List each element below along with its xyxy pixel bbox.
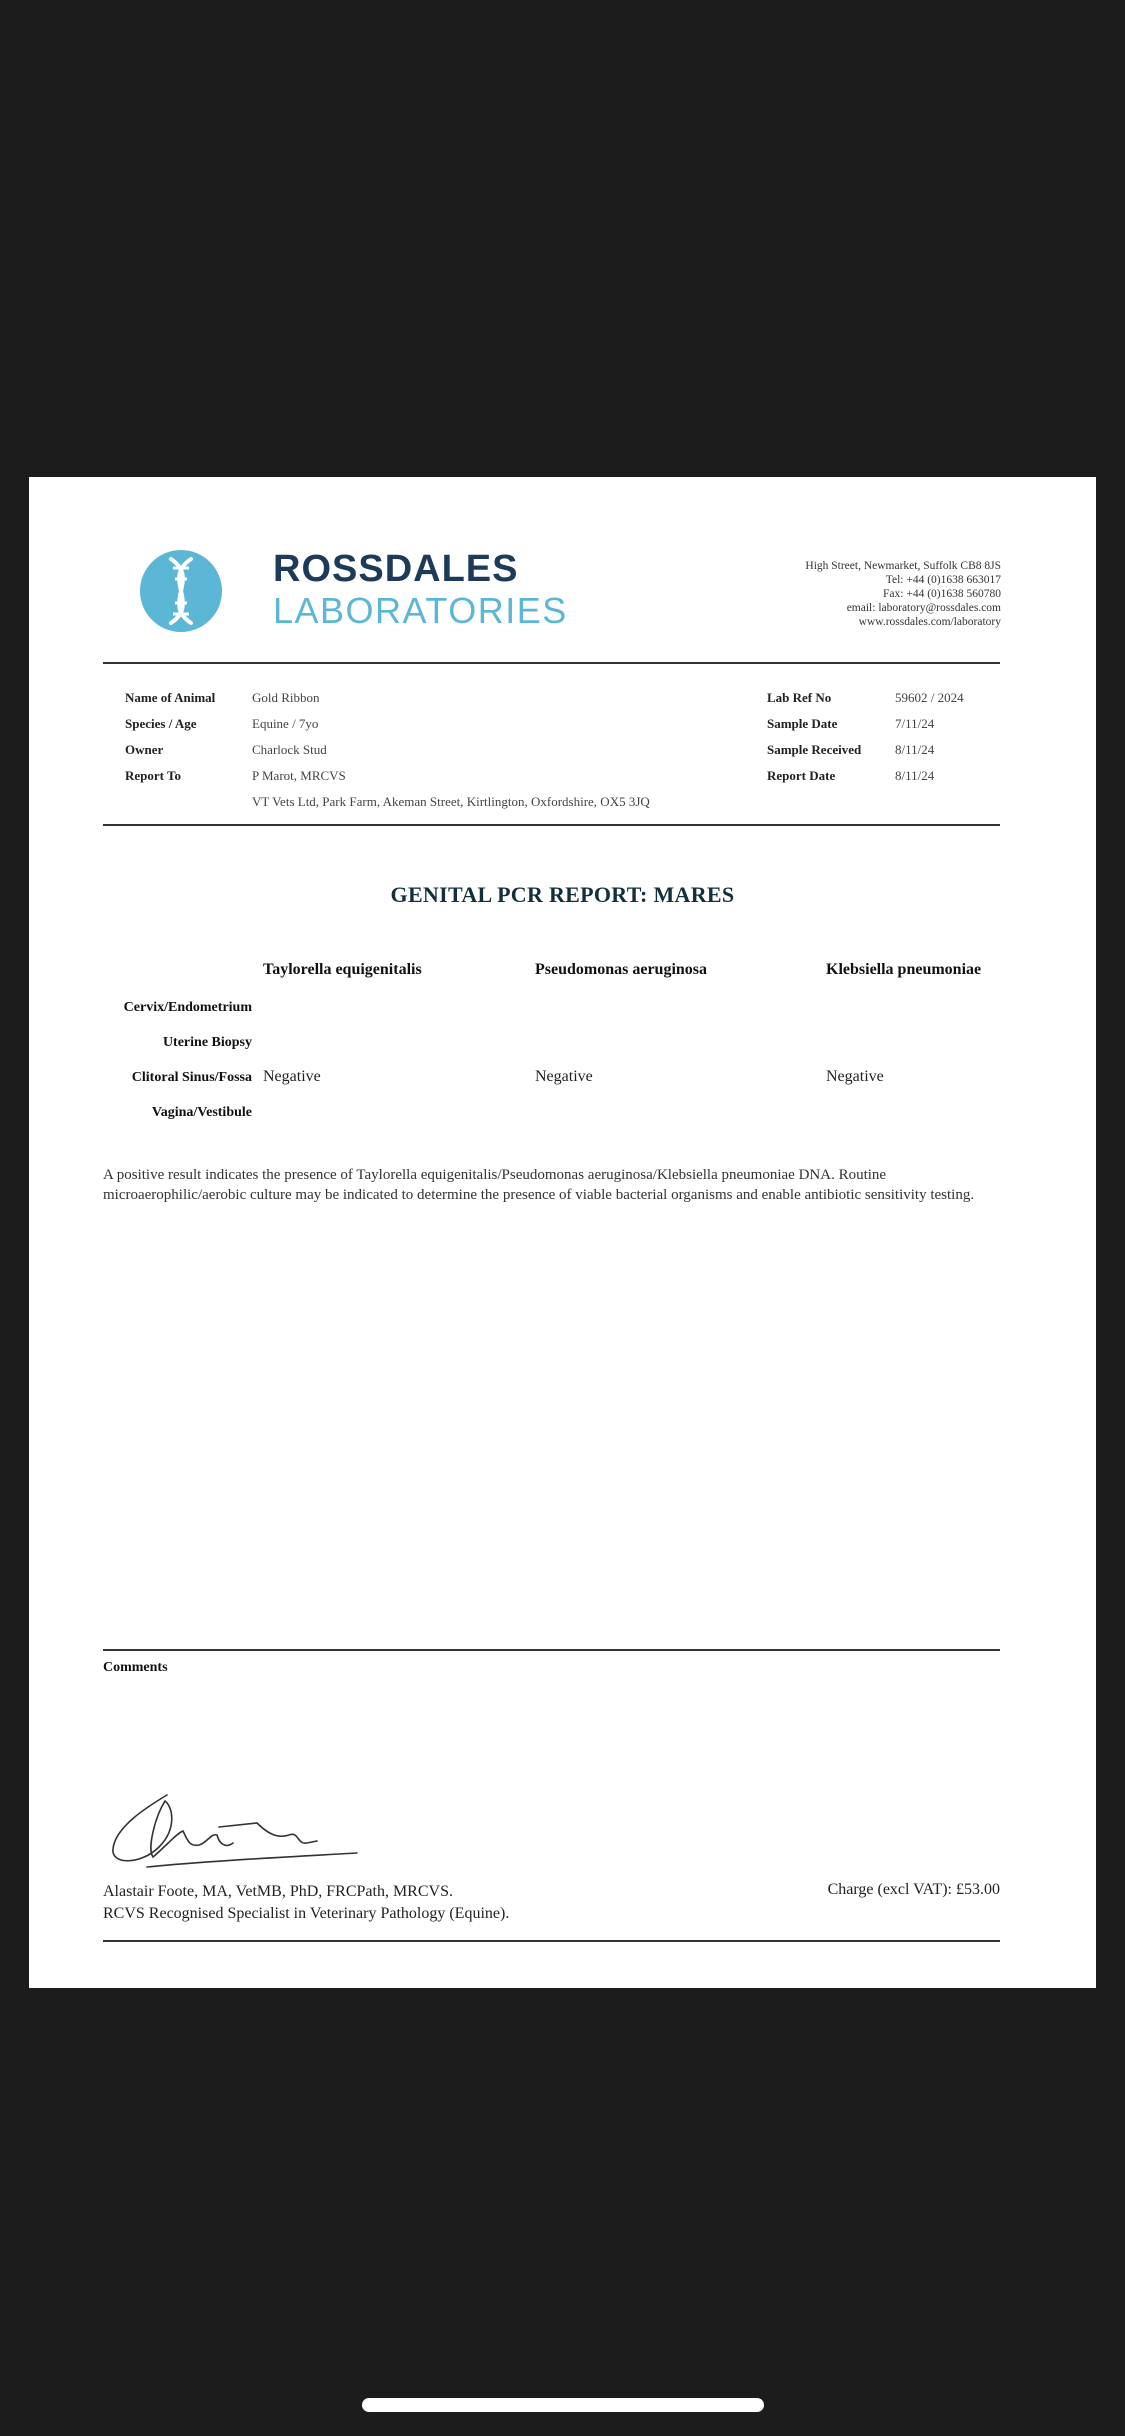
- rossdales-logo: [139, 547, 569, 637]
- lab-ref: 59602 / 2024: [895, 690, 964, 705]
- column-header-klebsiella: Klebsiella pneumoniae: [826, 961, 982, 978]
- lab-address: [805, 559, 1001, 629]
- logo-line-1: ROSSDALES: [273, 548, 519, 590]
- address-phone: Tel: +44 (0)1638 663017: [885, 574, 1001, 586]
- report-date: 8/11/24: [895, 768, 935, 783]
- owner-name: Charlock Stud: [252, 742, 327, 757]
- row-label-vagina: Vagina/Vestibule: [151, 1105, 252, 1120]
- row-label-cervix: Cervix/Endometrium: [123, 1000, 252, 1015]
- info-divider: [103, 824, 1000, 826]
- lab-ref-label: Lab Ref No: [767, 690, 832, 705]
- report-date-label: Report Date: [767, 768, 836, 783]
- column-header-taylorella: Taylorella equigenitalis: [263, 961, 422, 978]
- name-label: Name of Animal: [125, 690, 216, 705]
- address-fax: Fax: +44 (0)1638 560780: [883, 588, 1001, 600]
- report-to-name: P Marot, MRCVS: [252, 768, 346, 783]
- signatory-title: RCVS Recognised Specialist in Veterinary Pathology (Equine).: [103, 1905, 510, 1922]
- row-label-clitoral: Clitoral Sinus/Fossa: [131, 1070, 252, 1085]
- lab-info: [767, 685, 964, 789]
- species-label: Species / Age: [125, 716, 197, 731]
- header-divider: [103, 662, 1000, 664]
- signature: [107, 1787, 367, 1877]
- patient-info: [125, 685, 650, 815]
- footer-divider: [103, 1940, 1000, 1942]
- signatory-name: Alastair Foote, MA, VetMB, PhD, FRCPath, MRCVS.: [103, 1883, 453, 1900]
- home-indicator[interactable]: [362, 2398, 764, 2412]
- sample-date: 7/11/24: [895, 716, 935, 731]
- result-clitoral-pseudomonas: Negative: [535, 1068, 593, 1085]
- species-age: Equine / 7yo: [252, 716, 319, 731]
- comments-label: Comments: [103, 1660, 168, 1675]
- row-label-uterine-biopsy: Uterine Biopsy: [162, 1035, 252, 1050]
- spacer: [125, 789, 252, 815]
- address-website: www.rossdales.com/laboratory: [858, 616, 1001, 628]
- report-to-address: VT Vets Ltd, Park Farm, Akeman Street, Kirtlington, Oxfordshire, OX5 3JQ: [252, 794, 650, 809]
- dna-icon: [139, 549, 223, 633]
- report-page: [29, 477, 1096, 1988]
- result-clitoral-klebsiella: Negative: [826, 1068, 884, 1085]
- animal-name: Gold Ribbon: [252, 690, 320, 705]
- address-line: High Street, Newmarket, Suffolk CB8 8JS: [805, 560, 1001, 572]
- result-clitoral-taylorella: Negative: [263, 1068, 321, 1085]
- sample-received-label: Sample Received: [767, 742, 862, 757]
- interpretation-note: A positive result indicates the presence of Taylorella equigenitalis/Pseudomonas aeruginosa/Klebsiella pneumoniae DNA. Routine microaerophilic/aerobic culture may be indicated to determine the presence of viable bacterial organisms and enable antibiotic sensitivity testing.: [103, 1167, 975, 1203]
- comments-divider: [103, 1649, 1000, 1651]
- report-title: GENITAL PCR REPORT: MARES: [390, 882, 735, 907]
- address-email: email: laboratory@rossdales.com: [846, 602, 1001, 614]
- sample-received: 8/11/24: [895, 742, 935, 757]
- sample-date-label: Sample Date: [767, 716, 838, 731]
- column-header-pseudomonas: Pseudomonas aeruginosa: [535, 961, 708, 978]
- logo-line-2: LABORATORIES: [273, 590, 568, 631]
- owner-label: Owner: [125, 742, 164, 757]
- report-to-label: Report To: [125, 768, 181, 783]
- charge: Charge (excl VAT): £53.00: [827, 1881, 1000, 1898]
- signatory: [103, 1881, 509, 1925]
